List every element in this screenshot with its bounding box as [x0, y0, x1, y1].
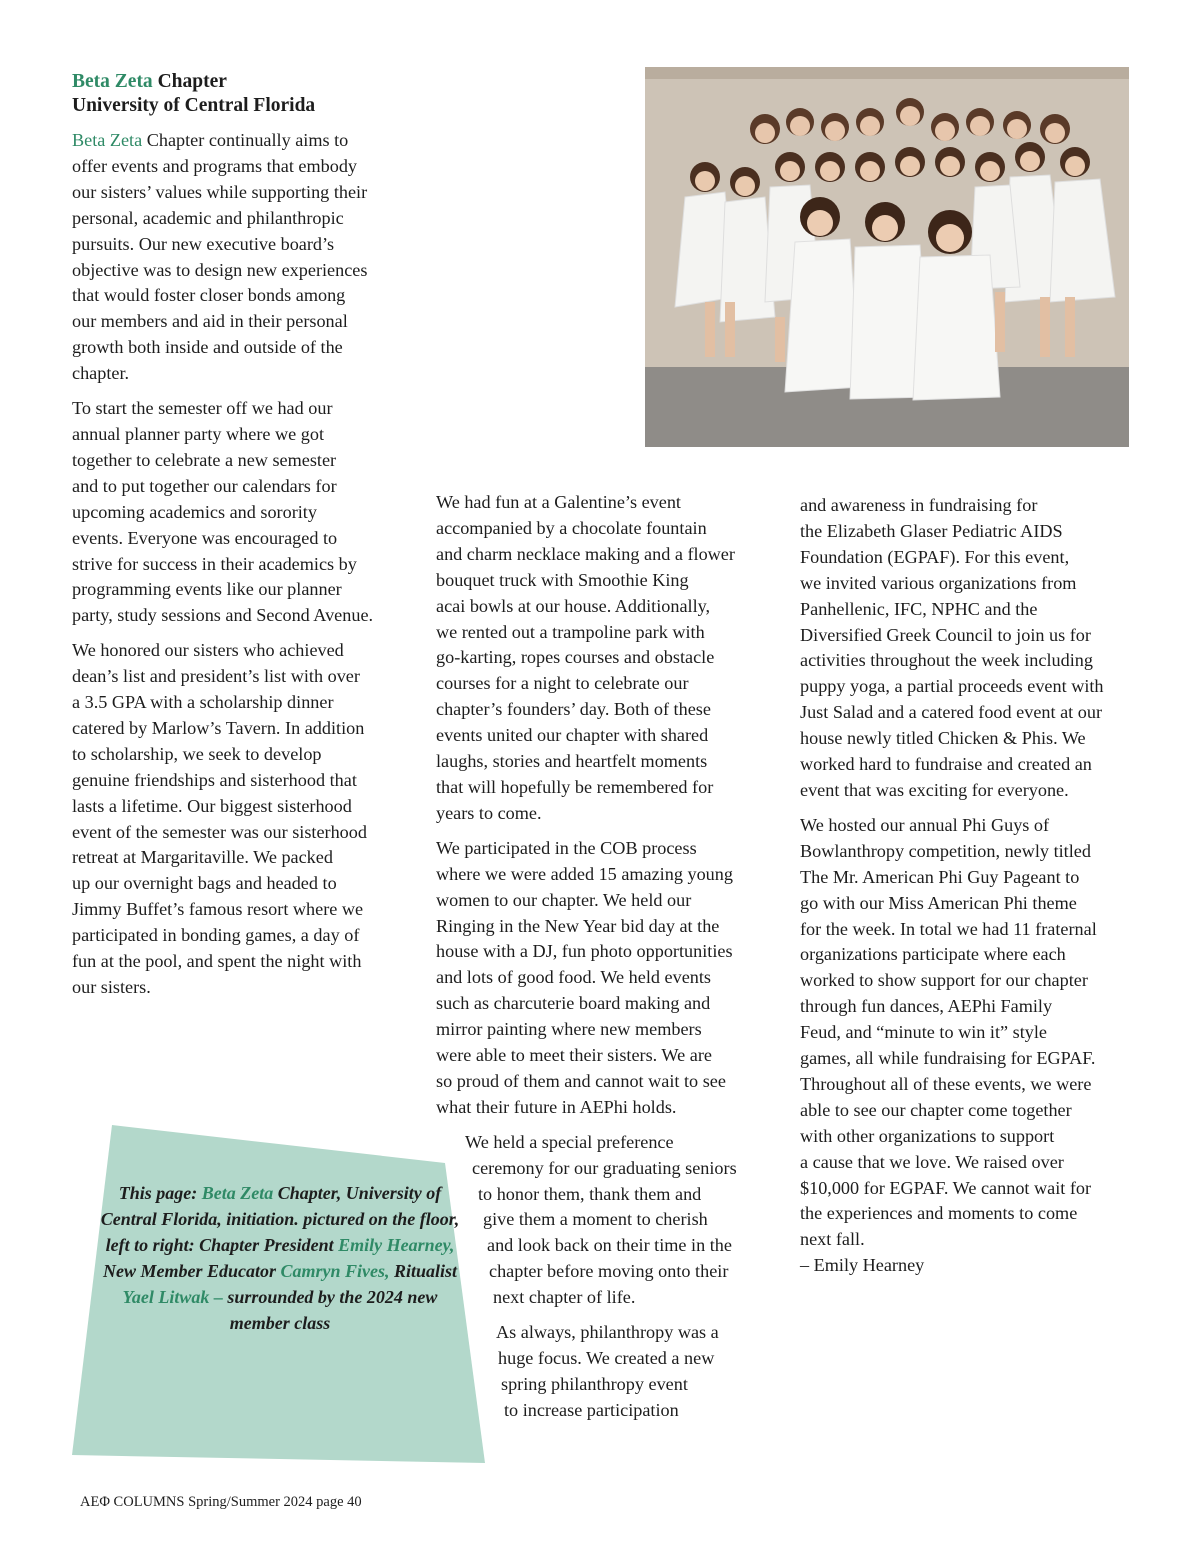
- paragraph-scholarship: [72, 638, 407, 1001]
- text-line: fun at the pool, and spent the night with: [72, 951, 362, 972]
- text-line: We honored our sisters who achieved: [72, 640, 344, 661]
- page-footer: AEΦ COLUMNS Spring/Summer 2024 page 40: [80, 1494, 362, 1510]
- text-line: Jimmy Buffet’s famous resort where we: [72, 899, 364, 920]
- paragraph-cob-process: [436, 836, 766, 1121]
- caption-name-ritualist: Yael Litwak –: [122, 1287, 223, 1307]
- text-line: catered by Marlow’s Tavern. In addition: [72, 717, 365, 738]
- text-line: event that was exciting for everyone.: [800, 779, 1069, 800]
- text-line: up our overnight bags and headed to: [72, 873, 337, 894]
- text-line: $10,000 for EGPAF. We cannot wait for: [800, 1177, 1092, 1198]
- text-line: Bowlanthropy competition, newly titled: [800, 840, 1091, 861]
- text-line: personal, academic and philanthropic: [72, 207, 344, 228]
- text-line: next chapter of life.: [493, 1287, 636, 1308]
- chapter-word: Chapter: [157, 71, 227, 92]
- caption-part4: surrounded by the 2024 new member class: [222, 1287, 438, 1333]
- text-line: lasts a lifetime. Our biggest sisterhood: [72, 795, 352, 816]
- article-heading: [72, 70, 407, 118]
- text-line: worked hard to fundraise and created an: [800, 754, 1092, 775]
- text-line: Feud, and “minute to win it” style: [800, 1022, 1048, 1043]
- text-line: able to see our chapter come together: [800, 1099, 1072, 1120]
- text-line: huge focus. We created a new: [498, 1348, 715, 1368]
- text-line: chapter before moving onto their: [489, 1261, 729, 1282]
- text-line: such as charcuterie board making and: [436, 993, 711, 1014]
- text-line: Foundation (EGPAF). For this event,: [800, 546, 1070, 567]
- text-line: together to celebrate a new semester: [72, 449, 337, 470]
- column-right: [800, 493, 1135, 1288]
- text-line: to increase participation: [504, 1399, 679, 1420]
- text-line: through fun dances, AEPhi Family: [800, 996, 1053, 1017]
- text-line: We held a special preference: [465, 1131, 674, 1152]
- text-line: annual planner party where we got: [72, 423, 324, 444]
- text-line: Panhellenic, IFC, NPHC and the: [800, 598, 1038, 619]
- text-line: We had fun at a Galentine’s event: [436, 492, 681, 512]
- group-photo-illustration: [645, 67, 1129, 447]
- text-line: – Emily Hearney: [800, 1255, 925, 1276]
- text-line: so proud of them and cannot wait to see: [436, 1070, 726, 1091]
- university-name: University of Central Florida: [72, 95, 316, 116]
- text-line: worked to show support for our chapter: [800, 970, 1088, 991]
- text-line: house with a DJ, fun photo opportunities: [436, 941, 733, 962]
- text-line: dean’s list and president’s list with over: [72, 666, 360, 687]
- text-line: house newly titled Chicken & Phis. We: [800, 728, 1086, 749]
- text-line: with other organizations to support: [800, 1125, 1055, 1146]
- text-line: chapter.: [72, 363, 130, 384]
- text-line: and charm necklace making and a flower: [436, 543, 735, 564]
- text-line: next fall.: [800, 1229, 865, 1250]
- column-left: [72, 70, 407, 1010]
- text-line: growth both inside and outside of the: [72, 337, 343, 358]
- text-line: a cause that we love. We raised over: [800, 1151, 1064, 1172]
- text-line: Diversified Greek Council to join us for: [800, 624, 1091, 645]
- paragraph-intro: [72, 128, 407, 387]
- text-line: organizations participate where each: [800, 944, 1066, 965]
- text-line: activities throughout the week including: [800, 650, 1093, 671]
- text-line: bouquet truck with Smoothie King: [436, 569, 689, 590]
- text-line: [72, 128, 407, 154]
- text-line: We participated in the COB process: [436, 837, 697, 858]
- group-photo: [645, 67, 1129, 447]
- text-line: upcoming academics and sorority: [72, 501, 317, 522]
- paragraph-phi-guys: [800, 813, 1135, 1279]
- caption-prefix: This page:: [118, 1183, 202, 1203]
- text-line: our sisters’ values while supporting their: [72, 181, 368, 202]
- text-line: a 3.5 GPA with a scholarship dinner: [72, 692, 334, 713]
- paragraph-egpaf: [800, 493, 1135, 804]
- text-line: offer events and programs that embody: [72, 155, 358, 176]
- text-line: years to come.: [436, 802, 542, 823]
- text-line: event of the semester was our sisterhood: [72, 821, 367, 842]
- text-line: go with our Miss American Phi theme: [800, 892, 1077, 913]
- text-line: to scholarship, we seek to develop: [72, 743, 322, 764]
- paragraph-lead-chapter-name: Beta Zeta: [72, 130, 143, 150]
- chapter-name: Beta Zeta: [72, 71, 153, 92]
- text-line: courses for a night to celebrate our: [436, 673, 689, 694]
- text-line: Just Salad and a catered food event at our: [800, 702, 1103, 723]
- text-line: that will hopefully be remembered for: [436, 776, 714, 797]
- caption-name-president: Emily Hearney,: [338, 1235, 455, 1255]
- text-line: where we were added 15 amazing young: [436, 863, 733, 884]
- text-line: programming events like our planner: [72, 579, 342, 600]
- text-line: that would foster closer bonds among: [72, 285, 346, 306]
- caption-part2: New Member Educator: [102, 1261, 281, 1281]
- text-line: Throughout all of these events, we were: [800, 1073, 1092, 1094]
- text-line: The Mr. American Phi Guy Pageant to: [800, 866, 1080, 887]
- text-line: we invited various organizations from: [800, 572, 1077, 593]
- caption-name-educator: Camryn Fives,: [280, 1261, 390, 1281]
- text-line: genuine friendships and sisterhood that: [72, 769, 357, 790]
- text-line: the experiences and moments to come: [800, 1203, 1078, 1224]
- text-line: what their future in AEPhi holds.: [436, 1096, 677, 1117]
- caption-part1: Chapter, University of Central Florida, initiation. pictured on the floor, left to right: Chapter President: [100, 1183, 460, 1255]
- text-line: for the week. In total we had 11 fraternal: [800, 918, 1097, 939]
- text-line: give them a moment to cherish: [483, 1209, 708, 1230]
- text-line: and look back on their time in the: [487, 1235, 732, 1256]
- text-line: party, study sessions and Second Avenue.: [72, 605, 374, 626]
- text-line: events united our chapter with shared: [436, 725, 709, 746]
- photo-caption: [100, 1180, 460, 1336]
- text-line-rest: Chapter continually aims to: [142, 130, 349, 150]
- paragraph-planner-party: [72, 396, 407, 629]
- text-line: We hosted our annual Phi Guys of: [800, 814, 1050, 835]
- text-line: laughs, stories and heartfelt moments: [436, 751, 708, 772]
- text-line: ceremony for our graduating seniors: [472, 1157, 737, 1178]
- text-line: were able to meet their sisters. We are: [436, 1045, 712, 1066]
- text-line: objective was to design new experiences: [72, 259, 368, 280]
- text-line: to honor them, thank them and: [478, 1183, 702, 1204]
- text-line: To start the semester off we had our: [72, 398, 333, 419]
- text-line: and to put together our calendars for: [72, 475, 337, 496]
- text-line: games, all while fundraising for EGPAF.: [800, 1048, 1096, 1069]
- text-line: women to our chapter. We held our: [436, 889, 692, 910]
- text-line: retreat at Margaritaville. We packed: [72, 847, 333, 868]
- text-line: our sisters.: [72, 977, 151, 997]
- text-line: Ringing in the New Year bid day at the: [436, 915, 720, 936]
- text-line: spring philanthropy event: [501, 1373, 688, 1394]
- text-line: and awareness in fundraising for: [800, 495, 1038, 515]
- text-line: acai bowls at our house. Additionally,: [436, 595, 711, 616]
- photo-caption-box: [60, 1115, 500, 1470]
- text-line: we rented out a trampoline park with: [436, 621, 705, 642]
- text-line: our members and aid in their personal: [72, 311, 348, 332]
- paragraph-galentines: [436, 490, 766, 827]
- caption-chapter: Beta Zeta: [201, 1183, 274, 1203]
- text-line: puppy yoga, a partial proceeds event with: [800, 676, 1104, 697]
- text-line: events. Everyone was encouraged to: [72, 527, 338, 548]
- text-line: pursuits. Our new executive board’s: [72, 233, 335, 254]
- text-line: As always, philanthropy was a: [496, 1322, 719, 1343]
- text-line: chapter’s founders’ day. Both of these: [436, 699, 711, 720]
- caption-part3: Ritualist: [389, 1261, 458, 1281]
- text-line: go-karting, ropes courses and obstacle: [436, 647, 715, 668]
- text-line: the Elizabeth Glaser Pediatric AIDS: [800, 520, 1063, 541]
- text-line: accompanied by a chocolate fountain: [436, 517, 707, 538]
- text-line: strive for success in their academics by: [72, 553, 357, 574]
- text-line: participated in bonding games, a day of: [72, 925, 360, 946]
- text-line: mirror painting where new members: [436, 1019, 702, 1040]
- text-line: and lots of good food. We held events: [436, 967, 712, 988]
